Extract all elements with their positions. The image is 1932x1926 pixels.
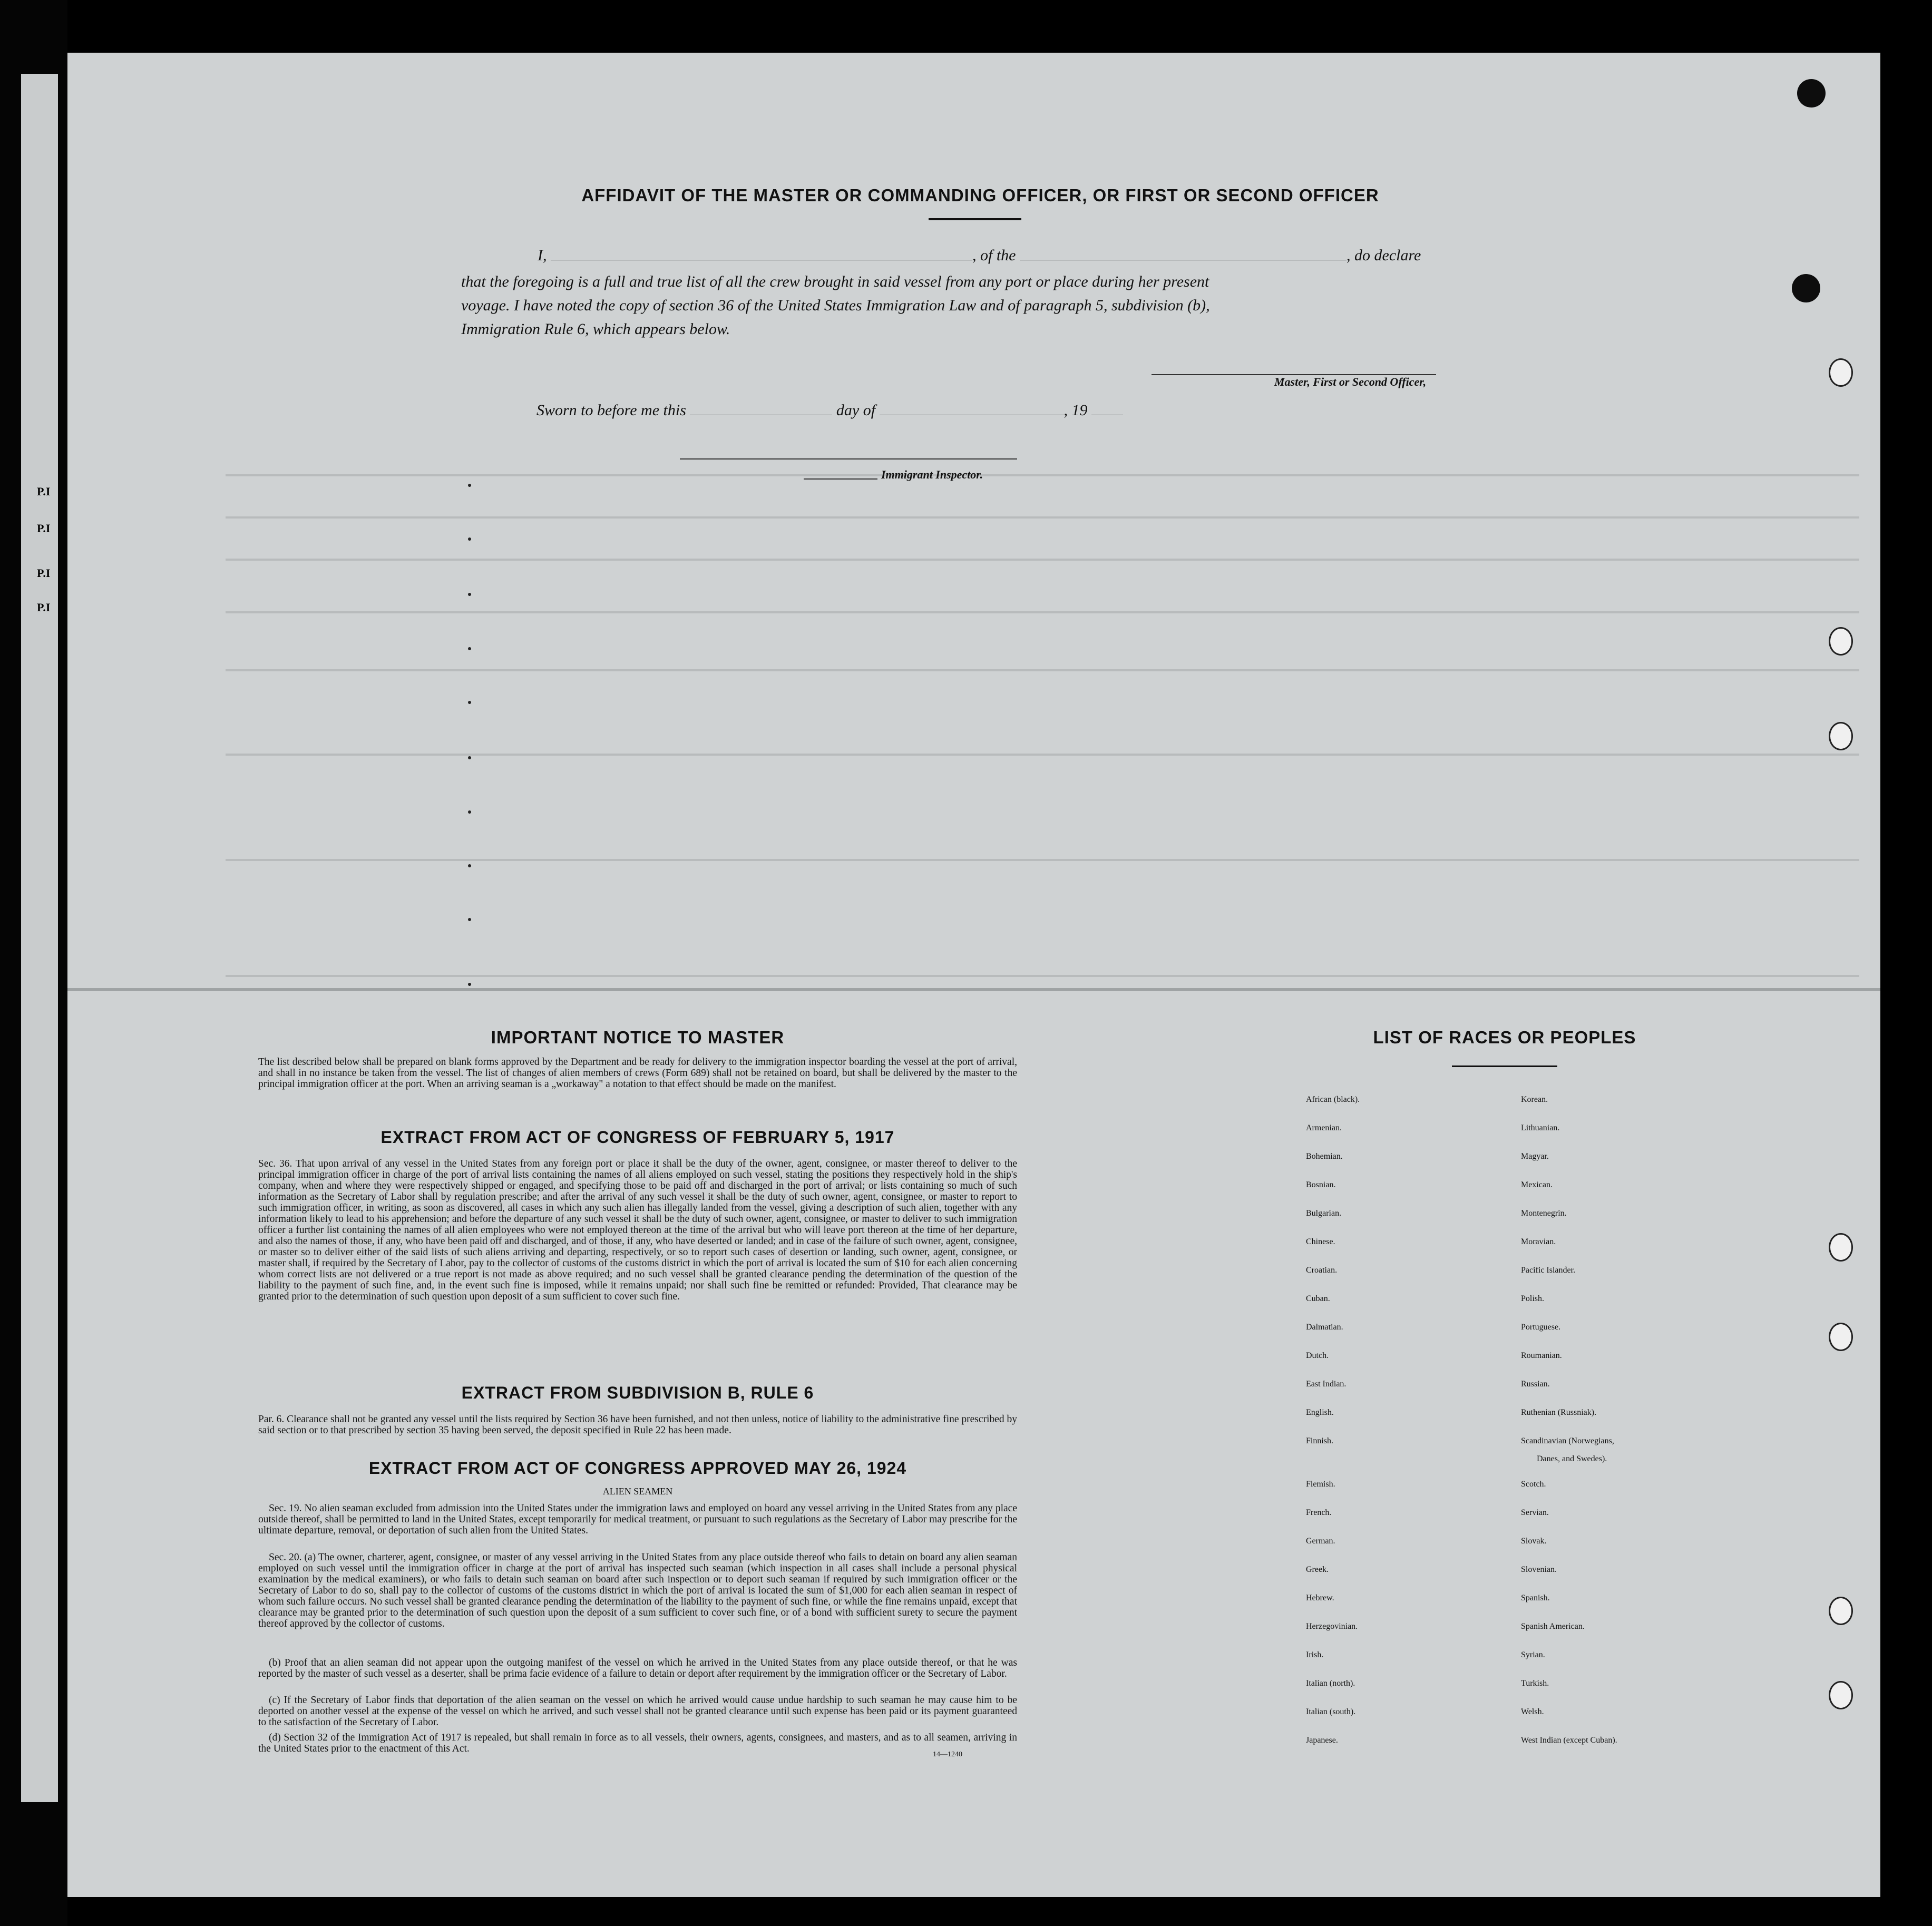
race-item: Russian. — [1521, 1380, 1550, 1389]
signature-label: Master, First or Second Officer, — [1274, 375, 1427, 388]
race-item: Spanish. — [1521, 1593, 1550, 1602]
sec20a-text: Sec. 20. (a) The owner, charterer, agent, consignee, or master of any vessel arriving in the United States from any place outside thereof who fails to detain on board any alien seaman employed on such vessel until the immigration officer in charge at the port of arrival has inspected such seaman (which inspection in all cases shall include a personal physical examination by the medical examiners), or who fails to detain such seaman on board after such inspection or to deport such seaman if required by such immigration officer or the Secretary of Labor to do so, shall pay to the collector of customs of the customs district in which the port of arrival is located the sum of $1,000 for each alien seaman in respect of whom such failure occurs. No such vessel shall be granted clearance pending the determination of the liability to the payment of such fine, or while the fine remains unpaid, except that clearance may be granted prior to the determination of such question upon the deposit of a sum sufficient to cover such fine, or of a bond with sufficient surety to secure the payment thereof approved by the collector of customs. — [258, 1552, 1017, 1629]
race-item: Chinese. — [1306, 1237, 1335, 1246]
race-item: Dalmatian. — [1306, 1323, 1343, 1332]
race-item: French. — [1306, 1508, 1332, 1517]
row-dot — [468, 810, 471, 814]
affidavit-line-1 — [538, 247, 1421, 265]
race-item: Spanish American. — [1521, 1622, 1585, 1631]
race-item: Lithuanian. — [1521, 1123, 1560, 1132]
race-item: Ruthenian (Russniak). — [1521, 1408, 1597, 1417]
race-item: West Indian (except Cuban). — [1521, 1736, 1617, 1745]
of-the-label: , of the — [972, 247, 1016, 264]
race-item: Herzegovinian. — [1306, 1622, 1358, 1631]
stub-text: P.I — [37, 601, 51, 614]
race-item: Mexican. — [1521, 1180, 1553, 1189]
race-item: Polish. — [1521, 1294, 1545, 1303]
affidavit-title: AFFIDAVIT OF THE MASTER OR COMMANDING OFFICER, OR FIRST OR SECOND OFFICER — [581, 185, 1379, 205]
extract-rule6-title: EXTRACT FROM SUBDIVISION B, RULE 6 — [461, 1383, 814, 1402]
row-dot — [468, 484, 471, 487]
race-item: Danes, and Swedes). — [1537, 1454, 1607, 1463]
row-dot — [468, 593, 471, 596]
race-item: Japanese. — [1306, 1736, 1338, 1745]
punch-hole — [1829, 1681, 1853, 1709]
punch-hole — [1829, 722, 1853, 750]
extract-1924-title: EXTRACT FROM ACT OF CONGRESS APPROVED MAY 26, 1924 — [368, 1459, 907, 1478]
row-dot — [468, 647, 471, 650]
form-number: 14—1240 — [933, 1751, 962, 1758]
bleed-through-line — [226, 859, 1859, 861]
sec19-text: Sec. 19. No alien seaman excluded from admission into the United States under the immigration laws and employed on board any vessel arriving in the United States from any place outside thereof, shall be permitted to land in the United States, except temporarily for medical treatment, or pursuant to such regulations as the Secretary of Labor may prescribe for the ultimate departure, removal, or deportation of such alien from the United States. — [258, 1503, 1017, 1536]
name-blank[interactable] — [551, 248, 972, 260]
row-dot — [468, 537, 471, 541]
race-item: Servian. — [1521, 1508, 1549, 1517]
race-item: Italian (south). — [1306, 1707, 1356, 1716]
do-declare-label: , do declare — [1346, 247, 1421, 264]
extract-rule6-text: Par. 6. Clearance shall not be granted any vessel until the lists required by Section 36 have been furnished, and not then unless, notice of liability to the administrative fine prescribed by said section or to that prescribed by section 35 having been served, the deposit specified in Rule 22 has been made. — [258, 1414, 1017, 1436]
race-item: Bohemian. — [1306, 1152, 1343, 1161]
race-item: Cuban. — [1306, 1294, 1330, 1303]
race-item: Korean. — [1521, 1095, 1548, 1104]
race-item: Scotch. — [1521, 1480, 1546, 1489]
sworn-label: Sworn to before me this — [536, 402, 686, 419]
punch-hole — [1829, 1323, 1853, 1351]
race-item: Moravian. — [1521, 1237, 1556, 1246]
bleed-through-line — [226, 975, 1859, 977]
race-item: Irish. — [1306, 1650, 1324, 1659]
races-title-rule — [1452, 1065, 1557, 1067]
race-item: Italian (north). — [1306, 1679, 1355, 1688]
sec20d-text: (d) Section 32 of the Immigration Act of 1917 is repealed, but shall remain in force as to all vessels, their owners, agents, consignees, and masters, and as to all seamen, arriving in the United States prior to the enactment of this Act. — [258, 1732, 1017, 1754]
affidavit-line-2: that the foregoing is a full and true list of all the crew brought in said vessel from any port or place during her present — [461, 273, 1209, 290]
stub-text: P.I — [37, 522, 51, 535]
sec20b-text: (b) Proof that an alien seaman did not appear upon the outgoing manifest of the vessel on which he arrived in the United States from any place outside thereof, or that he was reported by the master of such vessel as a deserter, shall be prima facie evidence of a failure to detain or deport after requirement by the immigration officer or the Secretary of Labor. — [258, 1657, 1017, 1679]
race-item: Syrian. — [1521, 1650, 1545, 1659]
row-dot — [468, 756, 471, 759]
race-item: Armenian. — [1306, 1123, 1342, 1132]
year-blank[interactable] — [1091, 403, 1123, 415]
row-dot — [468, 864, 471, 867]
notice-text: The list described below shall be prepared on blank forms approved by the Department and be ready for delivery to the immigration inspector boarding the vessel at the port of arrival, and shall in no instance be taken from the vessel. The list of changes of alien members of crews (Form 689) shall not be retained on board, but shall be delivered by the master to the principal immigration officer at the port. When an arriving seaman is a „workaway" a notation to that effect should be made on the manifest. — [258, 1057, 1017, 1090]
day-of-label: day of — [836, 402, 876, 419]
row-dot — [468, 701, 471, 704]
i-label: I, — [538, 247, 547, 264]
punch-hole — [1829, 1233, 1853, 1262]
affidavit-line-4: Immigration Rule 6, which appears below. — [461, 320, 730, 338]
fold-crease — [67, 988, 1880, 991]
race-item: Welsh. — [1521, 1707, 1544, 1716]
row-dot — [468, 983, 471, 986]
race-item: Bosnian. — [1306, 1180, 1336, 1189]
race-item: Flemish. — [1306, 1480, 1335, 1489]
race-item: Hebrew. — [1306, 1593, 1334, 1602]
race-item: Slovak. — [1521, 1537, 1547, 1546]
punch-hole — [1829, 358, 1853, 387]
extract-1917-text: Sec. 36. That upon arrival of any vessel in the United States from any foreign port or place it shall be the duty of the owner, agent, consignee, or master thereof to deliver to the principal immigration officer in charge of the port of arrival lists containing the names of all aliens employed on such vessel, stating the positions they respectively hold in the ship's company, when and where they were respectively shipped or engaged, and specifying those to be paid off and discharged in the port of arrival; or lists containing so much of such information as the Secretary of Labor shall by regulation prescribe; and after the arrival of any such vessel it shall be the duty of such owner, agent, consignee, or master to report to such immigration officer, in writing, as soon as discovered, all cases in which any such alien has illegally landed from the vessel, giving a description of such alien, together with any information likely to lead to his apprehension; and before the departure of any such vessel it shall be the duty of such owner, agent, consignee, or master to deliver to such immigration officer a further list containing the names of all alien employees who were not employed thereon at the time of the arrival but who will leave port thereon at the time of her departure, and also the names of those, if any, who have been paid off and discharged, and of those, if any, who have deserted or landed; and in case of the failure of such owner, agent, consignee, or master so to deliver either of the said lists of such aliens arriving and departing, respectively, or so to report such cases of desertion or landing, such owner, agent, consignee, or master shall, if required by the Secretary of Labor, pay to the collector of customs of the customs district in which the port of arrival is located the sum of $10 for each alien concerning whom correct lists are not delivered or a true report is not made as above required; and no such vessel shall be granted clearance pending the determination of the question of the liability to the payment of such fine, and, in the event such fine is imposed, while it remains unpaid; nor shall such fine be remitted or refunded: Provided, That clearance may be granted prior to the determination of such question upon deposit of a sum sufficient to cover such fine. — [258, 1158, 1017, 1302]
title-rule — [929, 218, 1021, 220]
vessel-blank[interactable] — [1020, 248, 1346, 260]
race-item: Dutch. — [1306, 1351, 1329, 1360]
punch-hole — [1792, 274, 1820, 302]
bleed-through-line — [226, 669, 1859, 671]
race-item: Portuguese. — [1521, 1323, 1561, 1332]
race-item: Turkish. — [1521, 1679, 1549, 1688]
race-item: German. — [1306, 1537, 1335, 1546]
bleed-through-line — [226, 474, 1859, 476]
punch-hole — [1797, 79, 1826, 107]
notice-title: IMPORTANT NOTICE TO MASTER — [491, 1028, 785, 1047]
bleed-through-line — [226, 516, 1859, 519]
stub-text: P.I — [37, 566, 51, 580]
year-label: , 19 — [1063, 402, 1088, 419]
row-dot — [468, 918, 471, 921]
affidavit-line-3: voyage. I have noted the copy of section 36 of the United States Immigration Law and of paragraph 5, subdivision (b), — [461, 297, 1210, 314]
extract-1917-title: EXTRACT FROM ACT OF CONGRESS OF FEBRUARY 5, 1917 — [380, 1128, 895, 1147]
race-item: Pacific Islander. — [1521, 1266, 1576, 1275]
race-item: Roumanian. — [1521, 1351, 1562, 1360]
races-title: LIST OF RACES OR PEOPLES — [1373, 1028, 1636, 1047]
day-blank[interactable] — [690, 403, 832, 415]
stub-text: P.I — [37, 485, 51, 498]
alien-seamen-subtitle: ALIEN SEAMEN — [602, 1486, 673, 1497]
sworn-line — [536, 402, 1123, 419]
race-item: Greek. — [1306, 1565, 1329, 1574]
punch-hole — [1829, 1597, 1853, 1625]
race-item: East Indian. — [1306, 1380, 1346, 1389]
race-item: Magyar. — [1521, 1152, 1549, 1161]
race-item: Finnish. — [1306, 1436, 1334, 1445]
punch-hole — [1829, 627, 1853, 656]
inspector-short-line — [804, 478, 877, 480]
race-item: African (black). — [1306, 1095, 1360, 1104]
race-item: Slovenian. — [1521, 1565, 1557, 1574]
bleed-through-line — [226, 611, 1859, 613]
race-item: English. — [1306, 1408, 1334, 1417]
sec20c-text: (c) If the Secretary of Labor finds that deportation of the alien seaman on the vessel on which he arrived would cause undue hardship to such seaman he may cause him to be deported on another vessel at the expense of the vessel on which he arrived, and such vessel shall not be granted clearance until such expense has been paid or its payment guaranteed to the satisfaction of the Secretary of Labor. — [258, 1695, 1017, 1728]
race-item: Bulgarian. — [1306, 1209, 1342, 1218]
bleed-through-line — [226, 754, 1859, 756]
race-item: Croatian. — [1306, 1266, 1338, 1275]
month-blank[interactable] — [880, 403, 1064, 415]
race-item: Montenegrin. — [1521, 1209, 1567, 1218]
bleed-through-line — [226, 559, 1859, 561]
underlying-page-strip — [21, 74, 58, 1802]
race-item: Scandinavian (Norwegians, — [1521, 1436, 1614, 1445]
inspector-label: Immigrant Inspector. — [881, 468, 983, 481]
inspector-signature-line[interactable] — [680, 458, 1017, 459]
